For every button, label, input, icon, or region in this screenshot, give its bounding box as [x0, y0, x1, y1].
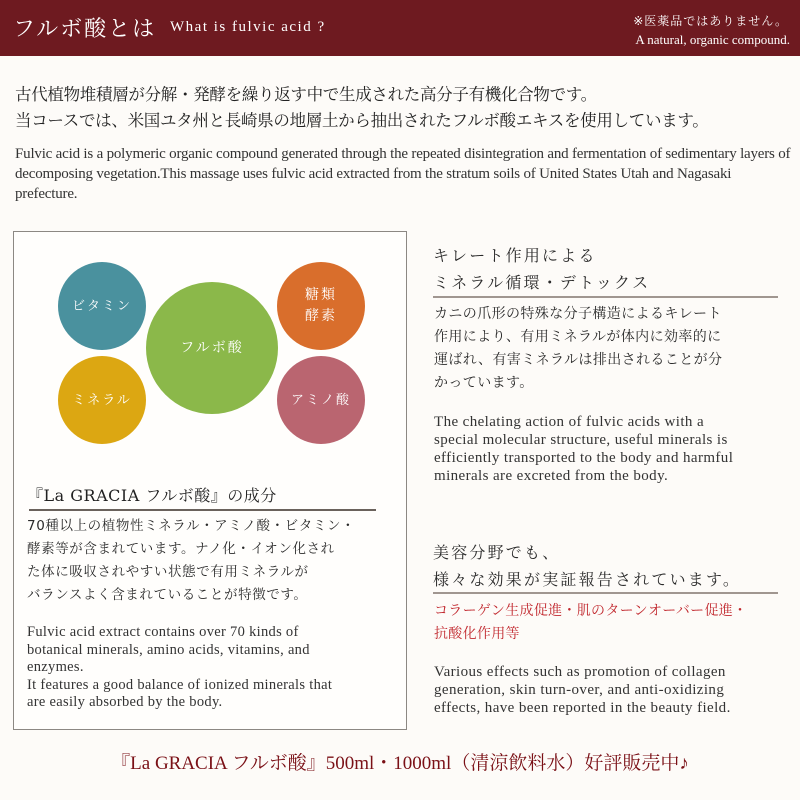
- divider: [433, 296, 778, 298]
- disclaimer-note-en: A natural, organic compound.: [635, 32, 790, 47]
- title-line: ミネラル循環・デトックス: [433, 273, 651, 292]
- title-line: 様々な効果が実証報告されています。: [433, 570, 742, 589]
- text-line: are easily absorbed by the body.: [27, 694, 223, 710]
- text-line: Fulvic acid extract contains over 70 kinds of: [27, 624, 299, 640]
- text-line: バランスよく含まれていることが特徴です。: [27, 587, 308, 603]
- header-bar: [0, 0, 800, 56]
- circle-sugar-enzyme: [277, 262, 365, 350]
- beauty-effects-highlight: [434, 600, 784, 646]
- text-line: botanical minerals, amino acids, vitamins, and: [27, 641, 310, 658]
- text-line: 70種以上の植物性ミネラル・アミノ酸・ビタミン・: [27, 518, 356, 534]
- chelate-description-en: [434, 413, 784, 485]
- beauty-description-en: [434, 663, 784, 717]
- circle-label: フルボ酸: [180, 339, 244, 356]
- text-line: enzymes.: [27, 659, 84, 675]
- circle-label: アミノ酸: [290, 392, 351, 408]
- circle-label: 糖類: [305, 287, 337, 303]
- divider: [433, 592, 778, 594]
- circle-vitamin: [58, 262, 146, 350]
- footer-announcement: 『La GRACIA フルボ酸』500ml・1000ml（清涼飲料水）好評販売中♪: [111, 753, 689, 774]
- title-line: キレート作用による: [433, 246, 597, 265]
- text-line: special molecular structure, useful minerals is: [434, 432, 728, 448]
- page-subtitle: What is fulvic acid ?: [170, 19, 326, 35]
- disclaimer-note: ※医薬品ではありません。: [633, 14, 788, 28]
- text-line: 作用により、有用ミネラルが体内に効率的に: [434, 329, 722, 345]
- components-description-jp: [27, 515, 397, 607]
- text-line: た体に吸収されやすい状態で有用ミネラルが: [27, 564, 309, 580]
- text-line: The chelating action of fulvic acids with a: [434, 414, 705, 430]
- text-line: It features a good balance of ionized minerals that: [27, 676, 333, 693]
- page-title: フルボ酸とは: [13, 17, 157, 42]
- intro-jp-line: 当コースでは、米国ユタ州と長崎県の地層土から抽出されたフルボ酸エキスを使用しています。: [15, 111, 709, 130]
- text-line: generation, skin turn-over, and anti-oxidizing: [434, 682, 725, 698]
- components-title: 『La GRACIA フルボ酸』の成分: [27, 486, 277, 505]
- intro-english: Fulvic acid is a polymeric organic compound generated through the repeated disintegration and fermentation of sedimentary layers of decomposing vegetation.This massage uses fulvic acid extracted from the stratum soils of United States Utah and Nagasaki prefecture.: [15, 146, 791, 202]
- chelate-description-jp: [434, 303, 784, 395]
- text-line: effects, have been reported in the beauty field.: [434, 700, 731, 716]
- text-line: efficiently transported to the body and harmful: [434, 450, 734, 466]
- circle-mineral: [58, 356, 146, 444]
- beauty-title: [433, 539, 783, 593]
- circle-label: ミネラル: [72, 392, 132, 408]
- circle-label: 酵素: [305, 308, 337, 324]
- circle-amino-acid: [277, 356, 365, 444]
- circle-fulvic-acid: [146, 282, 278, 414]
- text-line: 抗酸化作用等: [434, 626, 520, 642]
- text-line: コラーゲン生成促進・肌のターンオーバー促進・: [434, 603, 748, 619]
- text-line: minerals are excreted from the body.: [434, 468, 669, 484]
- title-line: 美容分野でも、: [433, 543, 561, 562]
- text-line: 運ばれ、有害ミネラルは排出されることが分: [434, 352, 723, 368]
- text-line: 酵素等が含まれています。ナノ化・イオン化され: [27, 541, 335, 557]
- circle-label: ビタミン: [71, 298, 132, 314]
- text-line: カニの爪形の特殊な分子構造によるキレート: [434, 306, 722, 322]
- text-line: かっています。: [434, 375, 534, 391]
- divider: [29, 509, 376, 511]
- intro-jp-line: 古代植物堆積層が分解・発酵を繰り返す中で生成された高分子有機化合物です。: [15, 85, 597, 104]
- text-line: Various effects such as promotion of collagen: [434, 664, 726, 680]
- components-box: [13, 231, 407, 730]
- intro-japanese: [15, 82, 795, 134]
- chelate-title: [433, 242, 783, 296]
- components-description-en: [27, 624, 397, 712]
